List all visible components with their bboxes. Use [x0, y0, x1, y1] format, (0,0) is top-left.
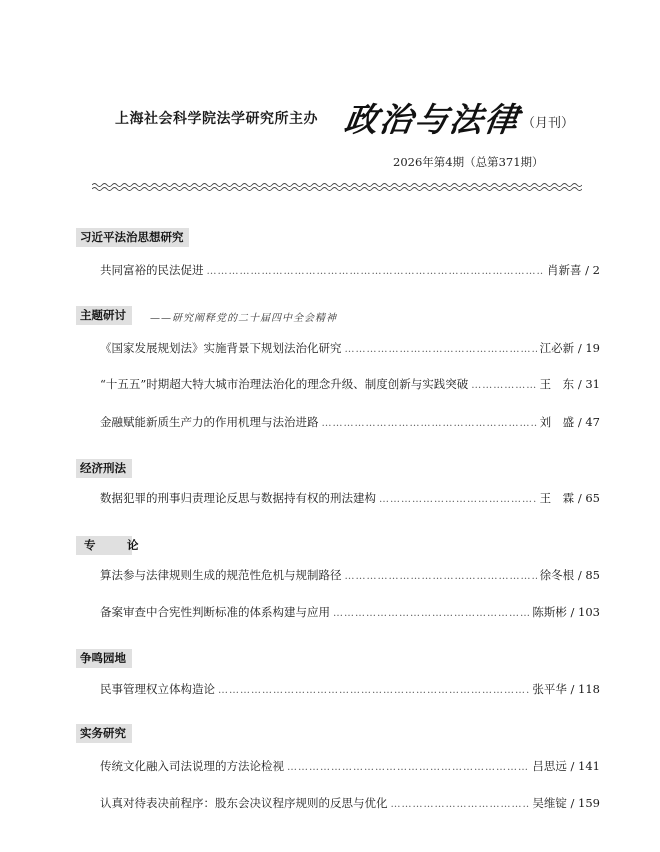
- entry-author-page: 陈斯彬 / 103: [532, 605, 600, 619]
- entry-title: 传统文化融入司法说理的方法论检视: [100, 759, 284, 773]
- toc-entry[interactable]: [100, 604, 600, 624]
- publisher-line: 上海社会科学院法学研究所主办: [115, 111, 318, 127]
- leader-dots: [333, 608, 529, 619]
- entry-title: 民事管理权立体构造论: [100, 682, 215, 696]
- journal-title: 政治与法律: [341, 100, 523, 139]
- entry-title: 金融赋能新质生产力的作用机理与法治进路: [100, 415, 319, 429]
- toc-entry[interactable]: [100, 376, 600, 396]
- entry-author-page: 江必新 / 19: [539, 341, 600, 355]
- leader-dots: [322, 418, 537, 429]
- toc-entry[interactable]: [100, 758, 600, 778]
- issue-line: 2026年第4期（总第371期）: [393, 155, 544, 169]
- leader-dots: [379, 494, 537, 505]
- leader-dots: [287, 762, 529, 773]
- entry-author-page: 徐冬根 / 85: [539, 568, 600, 582]
- entry-title: 备案审查中合宪性判断标准的体系构建与应用: [100, 605, 330, 619]
- entry-author-page: 王 东 / 31: [539, 377, 600, 391]
- entry-author-page: 肖新喜 / 2: [546, 263, 600, 277]
- entry-title: “十五五”时期超大特大城市治理法治化的理念升级、制度创新与实践突破: [100, 377, 469, 391]
- toc-entry[interactable]: [100, 681, 600, 701]
- entry-author-page: 刘 盛 / 47: [539, 415, 600, 429]
- section-subtitle: ——研究阐释党的二十届四中全会精神: [150, 313, 337, 324]
- toc-entry[interactable]: [100, 340, 600, 360]
- entry-author-page: 张平华 / 118: [532, 682, 600, 696]
- toc-entry[interactable]: [100, 414, 600, 434]
- toc-entry[interactable]: [100, 567, 600, 587]
- toc-entry[interactable]: [100, 795, 600, 815]
- entry-title: 算法参与法律规则生成的规范性危机与规制路径: [100, 568, 342, 582]
- toc-entry[interactable]: [100, 262, 600, 282]
- section-heading: 经济刑法: [76, 459, 132, 478]
- leader-dots: [218, 685, 529, 696]
- journal-type: （月刊）: [522, 116, 575, 131]
- leader-dots: [471, 380, 536, 391]
- section-heading: 实务研究: [76, 724, 132, 743]
- entry-author-page: 吕思远 / 141: [532, 759, 600, 773]
- leader-dots: [391, 799, 530, 810]
- entry-title: 《国家发展规划法》实施背景下规划法治化研究: [100, 341, 342, 355]
- section-heading: 专 论: [76, 536, 132, 555]
- entry-title: 数据犯罪的刑事归责理论反思与数据持有权的刑法建构: [100, 491, 376, 505]
- entry-title: 共同富裕的民法促进: [100, 263, 204, 277]
- entry-author-page: 王 霖 / 65: [539, 491, 600, 505]
- leader-dots: [207, 266, 544, 277]
- entry-title: 认真对待表决前程序：股东会决议程序规则的反思与优化: [100, 796, 388, 810]
- leader-dots: [345, 571, 537, 582]
- section-heading: 争鸣园地: [76, 649, 132, 668]
- entry-author-page: 吴维锭 / 159: [532, 796, 600, 810]
- section-heading: 主题研讨: [76, 306, 132, 325]
- leader-dots: [345, 344, 537, 355]
- section-heading: 习近平法治思想研究: [76, 228, 189, 247]
- wavy-divider: [92, 180, 582, 194]
- toc-entry[interactable]: [100, 490, 600, 510]
